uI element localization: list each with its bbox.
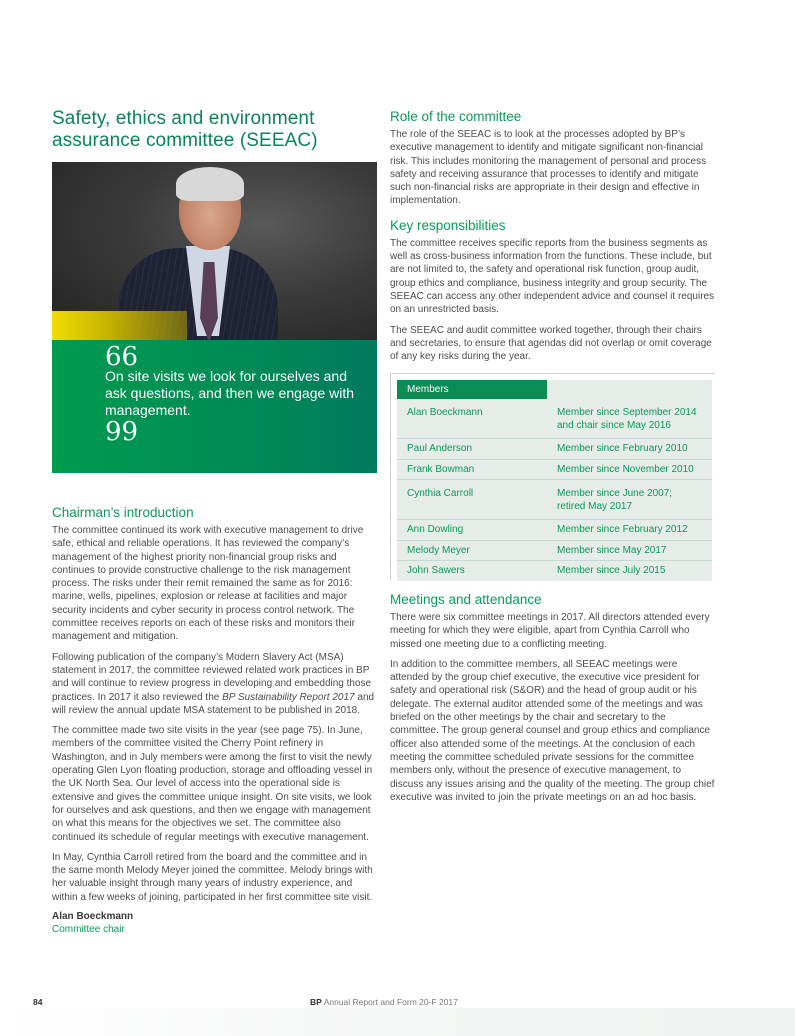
signature-name: Alan Boeckmann [52, 911, 134, 923]
role-of-committee-heading: Role of the committee [390, 109, 522, 124]
chairmans-introduction-section [52, 504, 377, 936]
role-of-committee-text: The role of the SEEAC is to look at the processes adopted by BP’s executive management to identify and mitigate significant non-financial risk. This includes monitoring the management of personal and process safety and receiving assurance that processes to identify and mitigate such non-financial risks are appropriate in their design and effective in implementation. [390, 129, 707, 207]
member-status: Member since February 2010 [547, 439, 712, 460]
chair-portrait-photo [52, 162, 377, 340]
members-table-container [390, 373, 715, 581]
table-row [397, 439, 712, 460]
table-row [397, 540, 712, 561]
member-name: Ann Dowling [397, 520, 547, 541]
page-title-line1: Safety, ethics and environment [52, 108, 315, 129]
chair-intro-paragraph-1: The committee continued its work with executive management to drive safe, ethical and reliable operations. It has reviewed the company’s management of the highest priority non-financial group risks and continues to provide constructive challenge to the risk management process. The risks under their remit remained the same as for 2016: marine, wells, pipelines, explosion or release at facilities and major security incidents and cyber security in process control network. The committee receives reports on each of these risks and monitors their management and mitigation. [52, 525, 364, 643]
members-table [397, 380, 712, 581]
open-quote-icon: 66 [105, 342, 139, 372]
yellow-accent-band [52, 311, 187, 340]
chair-intro-paragraph-3: The committee made two site visits in the year (see page 75). In June, members of the committee visited the Cherry Point refinery in Washington, and in July members were among the first to visit the newly operating Glen Lyon floating production, storage and offloading vessel in the UK North Sea. Our level of access into the operational side is extensive and gives the committee unique insight. On site visits, we look for ourselves and ask questions, and then we engage with management on what this means for the objectives we set. The committee also continued its schedule of regular meetings with executive management. [52, 725, 373, 843]
member-status: Member since February 2012 [547, 520, 712, 541]
member-name: John Sawers [407, 565, 465, 577]
table-row [397, 459, 712, 480]
member-name: Melody Meyer [397, 540, 547, 561]
page-footer [0, 994, 795, 1036]
footer-report-name: Annual Report and Form 20-F 2017 [321, 997, 458, 1007]
chair-intro-paragraph-2-tail: and will review the annual update MSA statement to be published in 2018. [52, 691, 375, 716]
table-row [397, 480, 712, 520]
pull-quote-text: On site visits we look for ourselves and ask questions, and then we engage with management. [105, 368, 355, 418]
member-name: Frank Bowman [397, 459, 547, 480]
right-column [390, 108, 715, 813]
member-status: Member since June 2007; retired May 2017 [547, 480, 712, 520]
chair-intro-paragraph-2-lead: Following publication of the company’s Modern Slavery Act (MSA) statement in 2017, the committee reviewed related work practices in BP and will continue to review progress in developing and embedding those practices. In 2017 it also reviewed the [52, 651, 372, 703]
left-column [52, 108, 377, 936]
footer-brand: BP [310, 997, 322, 1007]
table-row [397, 561, 712, 581]
key-responsibilities-paragraph-2: The SEEAC and audit committee worked together, through their chairs and secretaries, to ensure that agendas did not overlap or omit coverage of any key risks during the year. [390, 324, 712, 363]
close-quote-icon: 99 [105, 417, 139, 447]
sustainability-report-title: BP Sustainability Report 2017 [222, 691, 355, 703]
member-name: Cynthia Carroll [397, 480, 547, 520]
pull-quote [52, 340, 377, 473]
meetings-and-attendance-heading: Meetings and attendance [390, 591, 542, 607]
meetings-paragraph-2: In addition to the committee members, all SEEAC meetings were attended by the group chief executive, the executive vice president for safety and operational risk (S&OR) and the head of group audit or his delegate. The external auditor attended some of the meetings and was briefed on the other meetings by the chair and secretary to the committee. The group general counsel and group ethics and compliance officer also attended some of the meetings. At the conclusion of each meeting the committee scheduled private sessions for the committee members only, without the presence of executive management, to discuss any issues arising and the quality of the meeting. The group chief executive was invited to join the private meetings on an ad hoc basis. [390, 658, 715, 803]
key-responsibilities-section [390, 217, 715, 364]
meetings-and-attendance-section [390, 591, 715, 804]
chair-intro-paragraph-2 [52, 651, 377, 717]
table-row [397, 520, 712, 541]
members-table-header-row [397, 380, 712, 399]
members-table-header-empty [547, 380, 712, 399]
members-table-header: Members [397, 380, 547, 399]
footer-report-title [310, 997, 458, 1007]
table-row [397, 399, 712, 439]
page-number: 84 [33, 997, 43, 1007]
chairmans-introduction-heading: Chairman’s introduction [52, 505, 194, 520]
footer-band [0, 1008, 795, 1036]
role-of-committee-section [390, 108, 715, 208]
signature-role: Committee chair [52, 924, 125, 936]
meetings-paragraph-1: There were six committee meetings in 2017. All directors attended every meeting for which they were eligible, apart from Cynthia Carroll who missed one meeting due to a conflicting meeting. [390, 611, 710, 650]
member-name: Alan Boeckmann [397, 399, 547, 439]
page-title-line2: assurance committee (SEEAC) [52, 130, 318, 151]
photo-hair [176, 167, 244, 201]
key-responsibilities-paragraph-1: The committee receives specific reports from the business segments as well as cross-business information from the functions. These include, but are not limited to, the safety and operational risk function, group audit, group ethics and compliance, business integrity and group security. The SEEAC can access any other independent advice and counsel it requires on an unrestricted basis. [390, 237, 715, 316]
member-status: Member since November 2010 [547, 459, 712, 480]
member-name: Paul Anderson [397, 439, 547, 460]
key-responsibilities-heading: Key responsibilities [390, 217, 506, 233]
member-status: Member since September 2014 and chair since May 2016 [547, 399, 712, 439]
chair-intro-paragraph-4: In May, Cynthia Carroll retired from the board and the committee and in the same month Melody Meyer joined the committee. Melody brings with her valuable insight through many years of industry experience, and within a few weeks of joining, participated in her first committee site visit. [52, 851, 373, 903]
page-title [52, 108, 377, 152]
member-status: Member since July 2015 [557, 565, 666, 577]
member-status: Member since May 2017 [547, 540, 712, 561]
